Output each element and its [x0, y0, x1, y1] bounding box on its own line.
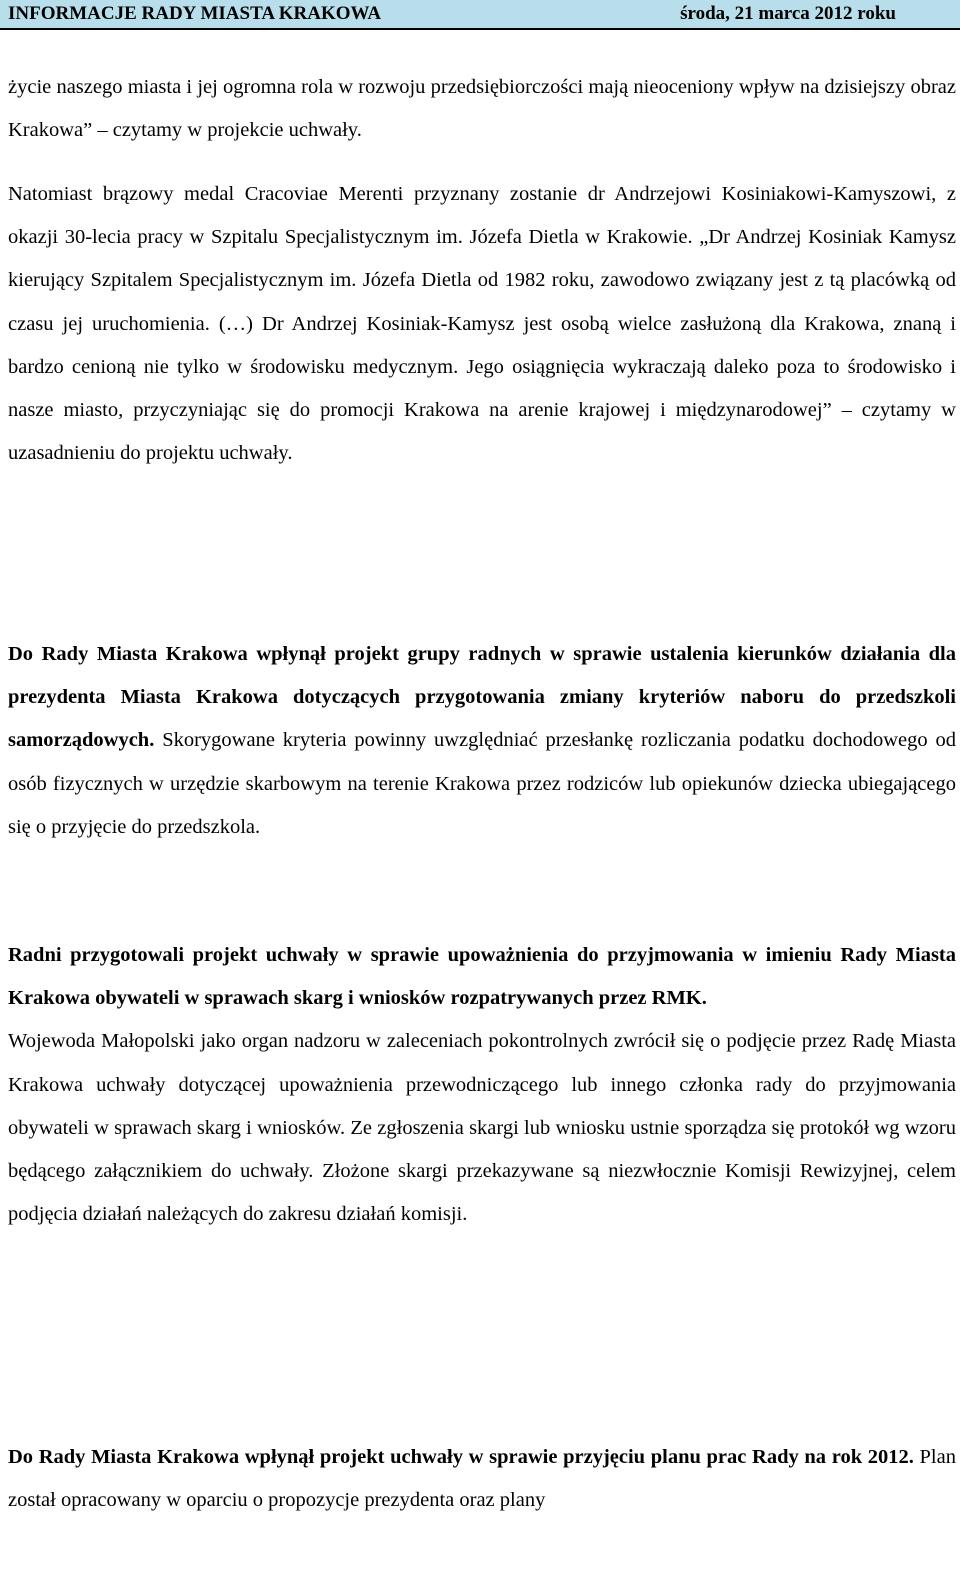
paragraph-text: Plan został opracowany w oparciu o propozycje prezydenta oraz plany [8, 1446, 956, 1512]
paragraph-bronze-medal [8, 173, 956, 475]
paragraph-text: życie naszego miasta i jej ogromna rola w rozwoju przedsiębiorczości mają nieoceniony wpływ na dzisiejszy obraz Krakowa” – czytamy w projekcie uchwały. [8, 76, 956, 142]
paragraph-complaints-body [8, 1020, 956, 1236]
header-date: środa, 21 marca 2012 roku [680, 3, 896, 24]
page-header [0, 0, 960, 30]
document-body [8, 66, 956, 152]
paragraph-medal-context [8, 66, 956, 152]
document-section-work-plan [8, 1436, 956, 1522]
paragraph-work-plan [8, 1436, 956, 1522]
header-title: INFORMACJE RADY MIASTA KRAKOWA [8, 3, 382, 24]
document-section-complaints [8, 934, 956, 1236]
document-section-bronze-medal [8, 173, 956, 475]
document-section-preschool [8, 633, 956, 849]
paragraph-bold-lead: Do Rady Miasta Krakowa wpłynął projekt uchwały w sprawie przyjęciu planu prac Rady na rok 2012. [8, 1446, 914, 1468]
paragraph-text: Natomiast brązowy medal Cracoviae Merenti przyznany zostanie dr Andrzejowi Kosiniakowi-Kamyszowi, z okazji 30-lecia pracy w Szpitalu Specjalistycznym im. Józefa Dietla w Krakowie. „Dr Andrzej Kosiniak Kamysz kierujący Szpitalem Specjalistycznym im. Józefa Dietla od 1982 roku, zawodowo związany jest z tą placówką od czasu jej uruchomienia. (…) Dr Andrzej Kosiniak-Kamysz jest osobą wielce zasłużoną dla Krakowa, znaną i bardzo cenioną nie tylko w środowisku medycznym. Jego osiągnięcia wykraczają daleko poza to środowisko i nasze miasto, przyczyniając się do promocji Krakowa na arenie krajowej i międzynarodowej” – czytamy w uzasadnieniu do projektu uchwały. [8, 183, 956, 465]
paragraph-complaints-heading [8, 934, 956, 1020]
paragraph-preschool-criteria [8, 633, 956, 849]
paragraph-text: Skorygowane kryteria powinny uwzględniać przesłankę rozliczania podatku dochodowego od osób fizycznych w urzędzie skarbowym na terenie Krakowa przez rodziców lub opiekunów dziecka ubiegającego się o przyjęcie do przedszkola. [8, 729, 956, 838]
paragraph-bold-lead: Do Rady Miasta Krakowa wpłynął projekt grupy radnych w sprawie ustalenia kierunków działania dla prezydenta Miasta Krakowa dotyczących przygotowania zmiany kryteriów naboru do przedszkoli samorządowych. [8, 643, 956, 752]
paragraph-bold-lead: Radni przygotowali projekt uchwały w sprawie upoważnienia do przyjmowania w imieniu Rady Miasta Krakowa obywateli w sprawach skarg i wniosków rozpatrywanych przez RMK. [8, 944, 956, 1010]
paragraph-text: Wojewoda Małopolski jako organ nadzoru w zaleceniach pokontrolnych zwrócił się o podjęcie przez Radę Miasta Krakowa uchwały dotyczącej upoważnienia przewodniczącego lub innego członka rady do przyjmowania obywateli w sprawach skarg i wniosków. Ze zgłoszenia skargi lub wniosku ustnie sporządza się protokół wg wzoru będącego załącznikiem do uchwały. Złożone skargi przekazywane są niezwłocznie Komisji Rewizyjnej, celem podjęcia działań należących do zakresu działań komisji. [8, 1030, 956, 1226]
